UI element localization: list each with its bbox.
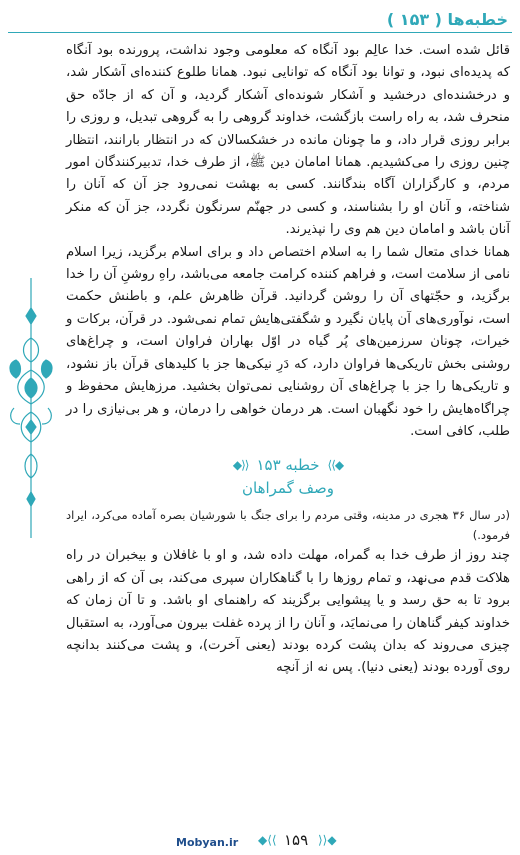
sermon-note: (در سال ۳۶ هجری در مدینه، وقتی مردم را برای جنگ با شورشیان بصره آماده می‌کرد، ایراد فرمود.) [66, 508, 510, 543]
page-number: ۱۵۹ [284, 831, 309, 849]
page-body [66, 40, 510, 680]
header-title: خطبه‌ها ( ۱۵۳ ) [386, 10, 508, 29]
site-watermark: Mobyan.ir [176, 836, 239, 849]
footer-ornament-right-icon: ◆⟨⟨ [318, 833, 337, 847]
page-footer [0, 829, 520, 851]
ornament-right-icon: ◆⟩⟩ [327, 458, 344, 473]
side-ornament-icon [6, 278, 56, 538]
sermon-heading [66, 453, 510, 477]
ornament-left-icon: ⟨⟨◆ [232, 458, 249, 473]
page-header [8, 8, 512, 33]
sermon-text: چند روز از طرف خدا به گمراه، مهلت داده شد، و او با غافلان و بیخبران در راه هلاکت قدم می‌نهد، و تمام روزها را با گناهکاران سپری می‌کند، بی آن که از راهی برود تا به حق رسد و یا پیشوایی برگزیند که راهنمای او باشد. و تا آن زمان که خداوند کیفر گناهان را می‌نمایَد، و آنان را از پرده غفلت بیرون می‌آورد، به استقبال چیزی می‌روند که بدان پشت کرده بودند (یعنی آخرت)، و پشت می‌کنند بدانچه روی آورده بودند (یعنی دنیا). پس نه از آنچه [66, 548, 510, 676]
sermon-subtitle: وصف گمراهان [241, 479, 335, 498]
paragraph: همانا خدای متعال شما را به اسلام اختصاص داد و برای اسلام برگزید، زیرا اسلام نامی از سلامت است، و فراهم کننده کرامت جامعه می‌باشد، راهِ روشنِ آن را خدا برگزید، و حجّتهای آن را روشن گردانید. قرآن ظاهرش علم، و باطنش حکمت است، نوآوری‌های آن پایان نگیرد و شگفتی‌هایش تمام نمی‌شود. در قرآن، برکات و خیرات، چونان سرزمین‌های پُر گیاه در اوّل بهاران فراوان است، و چراغ‌های روشنی بخش تاریکی‌ها فراوان دارد، که دَرِ نیکی‌ها جز با کلیدهای قرآن باز نشود، و تاریکی‌ها را جز با چراغ‌های آن روشنایی نمی‌توان بخشید. مرزهایش محفوظ و چراگاه‌هایش را خود نگهبان است. هر درمان خواهی را درمان، و هر بی‌نیازی را در طلب، کافی است. [66, 244, 510, 439]
footer-ornament-left-icon: ⟩⟩◆ [258, 833, 277, 847]
paragraph: قائل شده است. خدا عالِم بود آنگاه که معلومی وجود نداشت، پرورنده بود آنگاه که پدیده‌ای نبود، و توانا بود آنگاه که توانایی نبود. همانا طلوع کننده‌ای آشکار شد، و درخشنده‌ای درخشید و آشکار شونده‌ای آشکار گردید، و آن که از جادّه حق منحرف شد، به راه راست بازگشت، خداوند گروهی را به گروهی تبدیل، و روزی را برابر روزی قرار داد، و ما چونان مانده در خشکسالان که در انتظار بارانند، انتظار چنین روزی را می‌کشیدیم. همانا امامان دین ﷺ، از طرف خدا، تدبیرکنندگان امور مردم، و کارگزاران آگاه بندگانند. کسی به بهشت نمی‌رود جز آن که آنان را شناخته، و آنان او را بشناسند، و کسی در جهنّم سرنگون نگردد، جز آن که منکر آنان باشد و امامان دین هم وی را نپذیرند. [66, 43, 510, 238]
sermon-heading-text: خطبه ۱۵۳ [256, 456, 320, 475]
